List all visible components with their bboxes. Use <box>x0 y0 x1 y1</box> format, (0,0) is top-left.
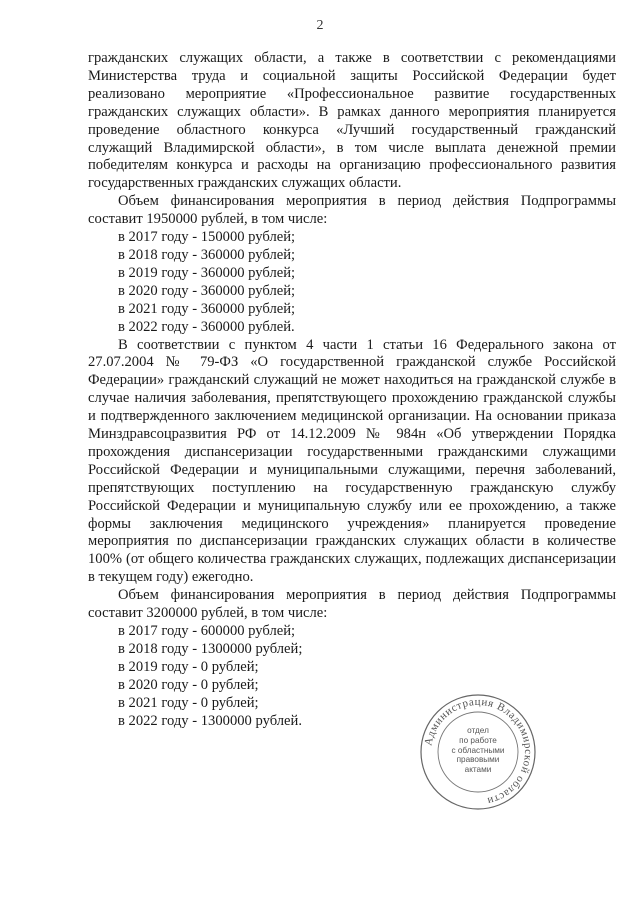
stamp-line: отдел <box>467 726 489 735</box>
page-number: 2 <box>316 18 324 33</box>
list-item: в 2020 году - 360000 рублей; <box>118 282 296 299</box>
paragraph: Объем финансирования мероприятия в период действия Подпрограммы составит 1950000 рублей, в том числе: <box>88 193 616 228</box>
stamp-line: с областными <box>451 745 505 755</box>
paragraph: Объем финансирования мероприятия в период действия Подпрограммы составит 3200000 рублей, в том числе: <box>88 587 616 622</box>
office-stamp <box>418 692 538 812</box>
stamp-ring-text: Администрация Владимирской области <box>422 695 535 808</box>
list-item: в 2019 году - 0 рублей; <box>118 658 259 675</box>
list-item: в 2020 году - 0 рублей; <box>118 676 259 693</box>
stamp-line: правовыми <box>456 755 500 765</box>
list-item: в 2017 году - 150000 рублей; <box>118 229 296 246</box>
document-body <box>88 50 616 730</box>
stamp-line: актами <box>464 765 492 775</box>
paragraph: В соответствии с пунктом 4 части 1 статьи 16 Федерального закона от 27.07.2004 № 79-ФЗ «О государственной гражданской службе Российской Федерации» гражданский служащий не может находиться на гражданской службе в случае наличия заболевания, препятствующего прохождению гражданской службы и подтвержденного заключением медицинской организации. На основании приказа Минздравсоцразвития РФ от 14.12.2009 № 984н «Об утверждении Порядка прохождения диспансеризации государственными гражданскими служащими Российской Федерации и муниципальными служащими, перечня заболеваний, препятствующих поступлению на государственную гражданскую службу Российской Федерации и муниципальную службу или ее прохождению, а также формы заключения медицинского учреждения» планируется проведение мероприятия по диспансеризации гражданских служащих области в количестве 100% (от общего количества гражданских служащих, подлежащих диспансеризации в текущем году) ежегодно. <box>88 336 616 586</box>
list-item: в 2018 году - 1300000 рублей; <box>118 640 303 657</box>
list-item: в 2022 году - 1300000 рублей. <box>118 712 302 729</box>
list-item: в 2021 году - 0 рублей; <box>118 694 259 711</box>
paragraph: гражданских служащих области, а также в соответствии с рекомендациями Министерства труда и социальной защиты Российской Федерации будет реализовано мероприятие «Профессиональное развитие государственных гражданских служащих области». В рамках данного мероприятия планируется проведение областного конкурса «Лучший государственный гражданский служащий Владимирской области», в том числе выплата денежной премии победителям конкурса и расходы на организацию профессионального развития государственных гражданских служащих области. <box>88 50 616 192</box>
stamp-inner-text <box>444 726 512 775</box>
list-item: в 2017 году - 600000 рублей; <box>118 623 296 639</box>
list-item: в 2018 году - 360000 рублей; <box>118 246 296 263</box>
list-item: в 2019 году - 360000 рублей; <box>118 264 296 281</box>
stamp-line: по работе <box>459 735 497 745</box>
list-item: в 2021 году - 360000 рублей; <box>118 300 296 317</box>
list-item: в 2022 году - 360000 рублей. <box>118 318 295 335</box>
